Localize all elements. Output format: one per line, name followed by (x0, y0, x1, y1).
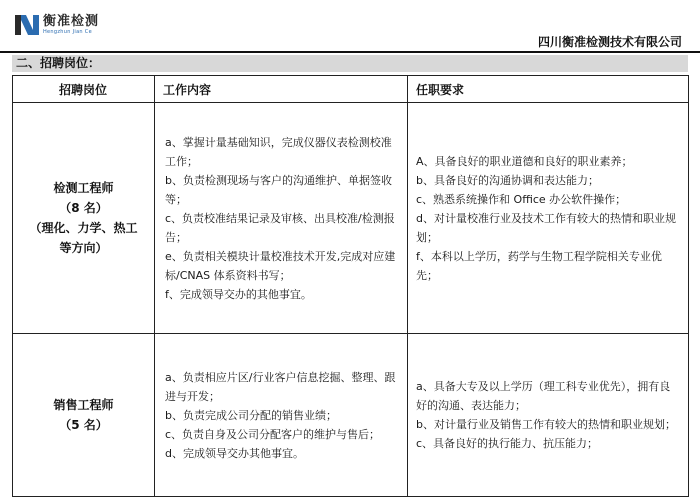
recruitment-table (12, 75, 689, 497)
content-item: d、完成领导交办其他事宜。 (165, 446, 304, 460)
content-item: b、负责完成公司分配的销售业绩； (165, 408, 337, 422)
company-name: 四川衡准检测技术有限公司 (537, 35, 682, 49)
logo-english-text: Hengzhun Jian Ce (43, 29, 92, 35)
requirements-cell (408, 103, 689, 334)
position-title: 销售工程师 (53, 398, 114, 412)
requirement-item: b、对计量行业及销售工作有较大的热情和职业规划； (416, 418, 676, 431)
requirements-cell (408, 334, 689, 497)
position-direction-cont: 等方向） (59, 241, 108, 255)
header-divider (0, 51, 700, 53)
content-item: c、负责校准结果记录及审核、出具校准/检测报告； (165, 211, 395, 244)
content-item: b、负责检测现场与客户的沟通维护、单据签收等； (165, 173, 392, 206)
position-count: （5 名） (59, 418, 108, 432)
requirement-item: A、具备良好的职业道德和良好的职业素养； (416, 154, 633, 168)
header-position: 招聘岗位 (13, 76, 155, 103)
content-item: a、负责相应片区/行业客户信息挖掘、整理、跟进与开发； (165, 370, 396, 403)
requirement-item: b、具备良好的沟通协调和表达能力； (416, 173, 599, 187)
table-row (13, 334, 689, 497)
content-item: f、完成领导交办的其他事宜。 (165, 287, 312, 301)
header-job-content: 工作内容 (155, 76, 408, 103)
company-logo (14, 12, 99, 38)
page-header (0, 0, 700, 52)
position-count: （8 名） (59, 201, 108, 215)
job-content-cell (155, 334, 408, 497)
hengzhun-logo-icon (14, 12, 40, 38)
requirement-item: d、对计量校准行业及技术工作有较大的热情和职业规划； (416, 211, 676, 244)
logo-chinese-text: 衡准检测 (43, 14, 100, 29)
content-item: c、负责自身及公司分配客户的维护与售后； (165, 427, 381, 441)
position-title: 检测工程师 (53, 181, 114, 195)
section-title: 二、招聘岗位： (12, 55, 688, 72)
content-item: a、掌握计量基础知识，完成仪器仪表检测校准工作； (165, 135, 392, 168)
table-header-row (13, 76, 689, 103)
requirement-item: f、本科以上学历，药学与生物工程学院相关专业优先； (416, 249, 662, 282)
job-content-cell (155, 103, 408, 334)
header-requirements: 任职要求 (408, 76, 689, 103)
requirement-item: c、具备良好的执行能力、抗压能力； (416, 437, 599, 450)
requirement-item: c、熟悉系统操作和 Office 办公软件操作； (416, 192, 627, 206)
requirement-item: a、具备大专及以上学历（理工科专业优先），拥有良好的沟通、表达能力； (416, 380, 671, 412)
position-cell (13, 334, 155, 497)
content-item: e、负责相关模块计量校准技术开发,完成对应建标/CNAS 体系资料书写； (165, 249, 396, 282)
table-row (13, 103, 689, 334)
position-cell (13, 103, 155, 334)
position-direction: （理化、力学、热工 (29, 221, 138, 235)
